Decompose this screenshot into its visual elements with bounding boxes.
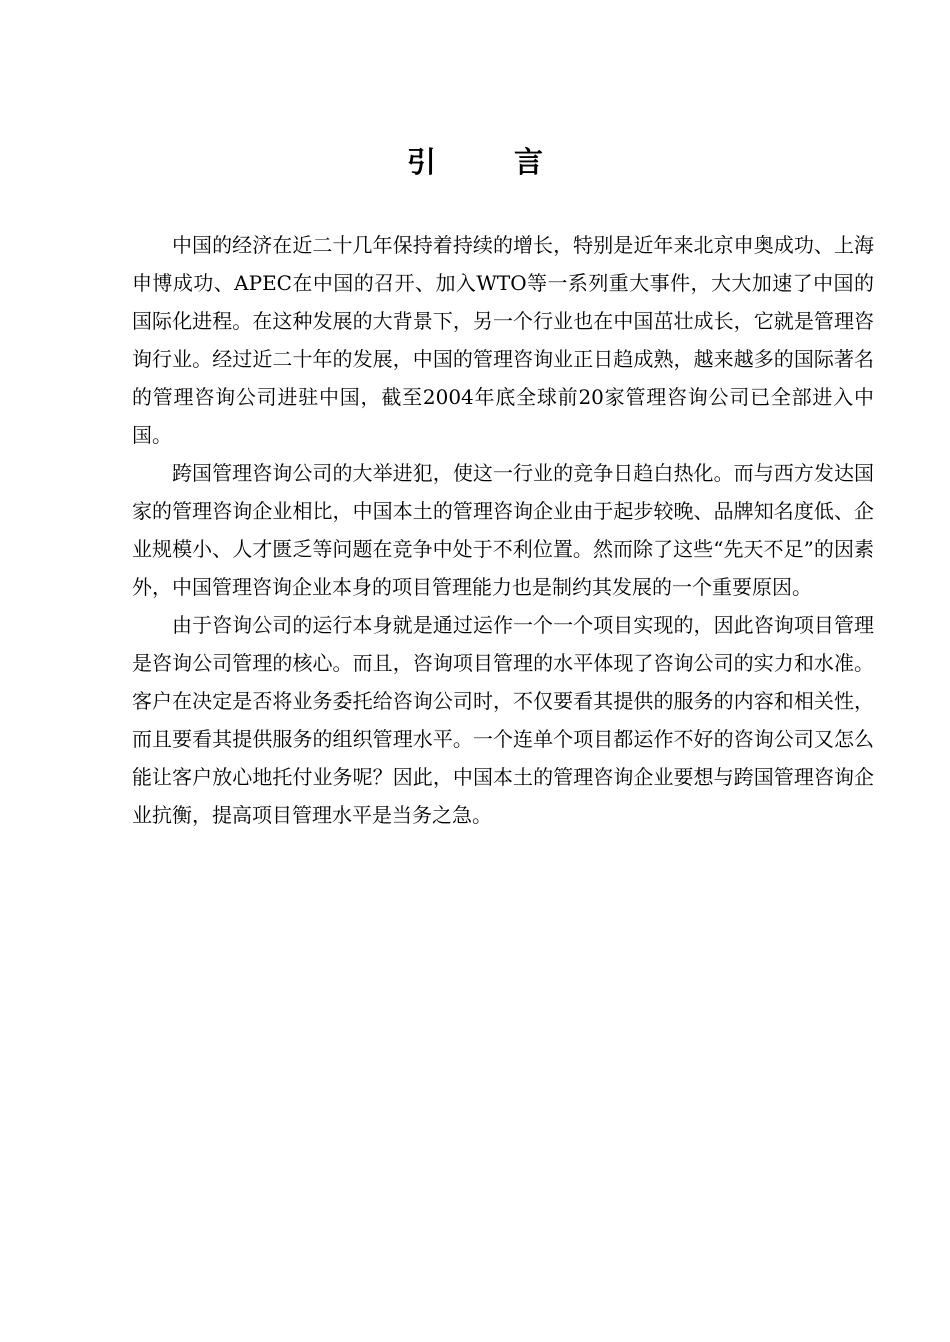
paragraph-3: 由于咨询公司的运行本身就是通过运作一个一个项目实现的，因此咨询项目管理是咨询公司管理的核心。而且，咨询项目管理的水平体现了咨询公司的实力和水准。客户在决定是否将业务委托给咨询公司时，不仅要看其提供的服务的内容和相关性，而且要看其提供服务的组织管理水平。一个连单个项目都运作不好的咨询公司又怎么能让客户放心地托付业务呢？因此，中国本土的管理咨询企业要想与跨国管理咨询企业抗衡，提高项目管理水平是当务之急。 xyxy=(132,613,874,827)
page-title: 引 言 xyxy=(406,145,578,179)
paragraph-2: 跨国管理咨询公司的大举进犯，使这一行业的竞争日趋白热化。而与西方发达国家的管理咨询企业相比，中国本土的管理咨询企业由于起步较晚、品牌知名度低、企业规模小、人才匮乏等问题在竞争中处于不利位置。然而除了这些“先天不足”的因素外，中国管理咨询企业本身的项目管理能力也是制约其发展的一个重要原因。 xyxy=(132,461,874,599)
paragraph-1: 中国的经济在近二十几年保持着持续的增长，特别是近年来北京申奥成功、上海申博成功、APEC在中国的召开、加入WTO等一系列重大事件，大大加速了中国的国际化进程。在这种发展的大背景下，另一个行业也在中国茁壮成长，它就是管理咨询行业。经过近二十年的发展，中国的管理咨询业正日趋成熟，越来越多的国际著名的管理咨询公司进驻中国，截至2004年底全球前20家管理咨询公司已全部进入中国。 xyxy=(132,233,874,447)
body-text xyxy=(132,226,874,834)
